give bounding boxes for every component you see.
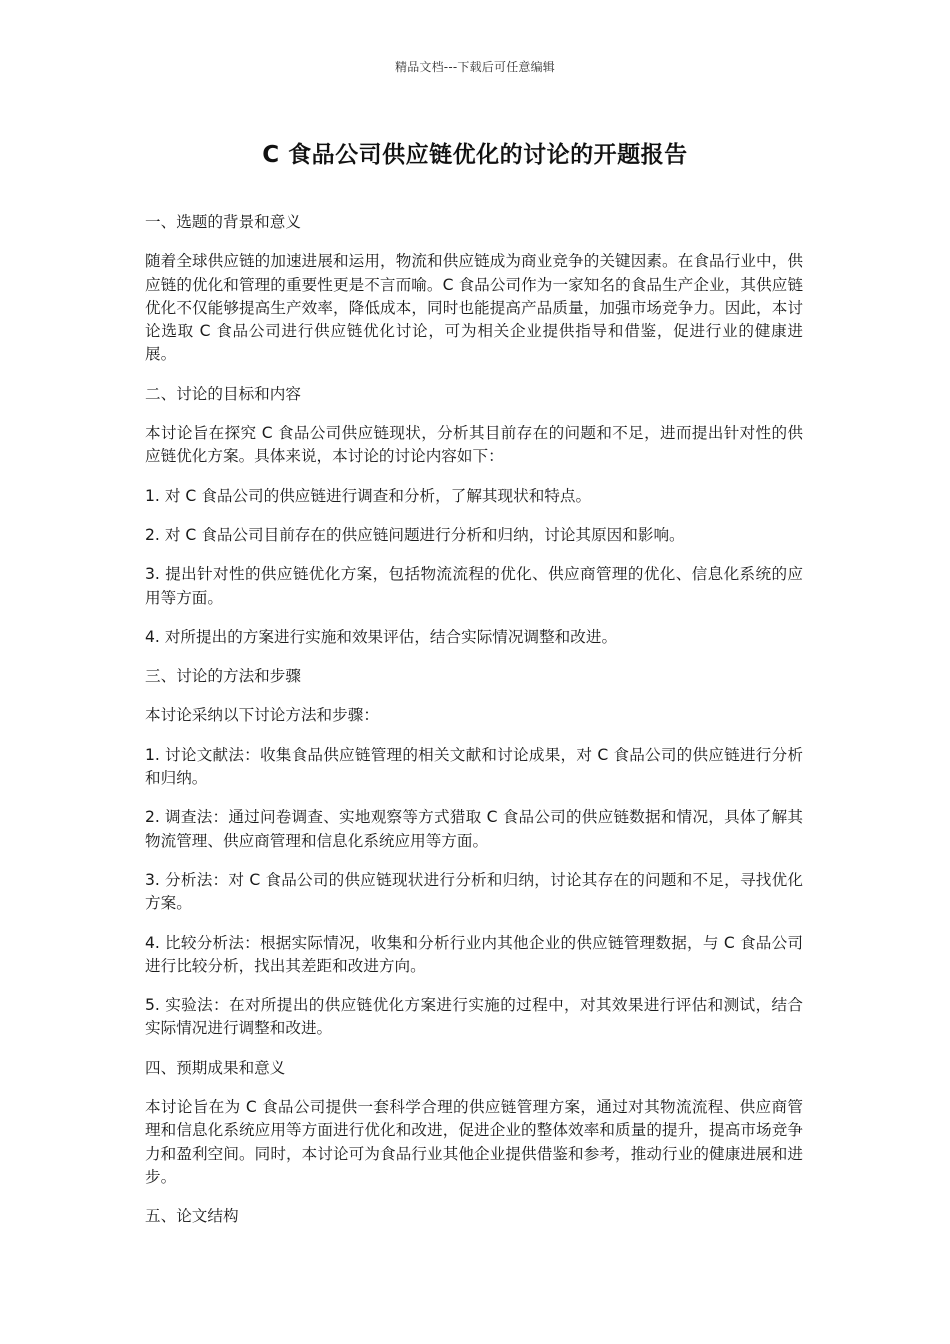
list-item-goal-3: 3. 提出针对性的供应链优化方案，包括物流流程的优化、供应商管理的优化、信息化系统的应用等方面。	[145, 565, 803, 607]
paragraph-goals-intro: 本讨论旨在探究 C 食品公司供应链现状，分析其目前存在的问题和不足，进而提出针对性的供应链优化方案。具体来说，本讨论的讨论内容如下：	[145, 424, 803, 466]
section-heading-structure: 五、论文结构	[145, 1207, 239, 1226]
header-note: 精品文档---下载后可任意编辑	[395, 60, 555, 74]
paragraph-methods-intro: 本讨论采纳以下讨论方法和步骤：	[145, 706, 379, 725]
section-heading-background: 一、选题的背景和意义	[145, 213, 301, 231]
list-item-method-2: 2. 调查法：通过问卷调查、实地观察等方式猎取 C 食品公司的供应链数据和情况，具体了解其物流管理、供应商管理和信息化系统应用等方面。	[145, 808, 803, 850]
list-item-goal-4: 4. 对所提出的方案进行实施和效果评估，结合实际情况调整和改进。	[145, 627, 618, 646]
document-body	[145, 211, 803, 1245]
section-heading-outcomes: 四、预期成果和意义	[145, 1058, 286, 1077]
paragraph-outcomes: 本讨论旨在为 C 食品公司提供一套科学合理的供应链管理方案，通过对其物流流程、供应商管理和信息化系统应用等方面进行优化和改进，促进企业的整体效率和质量的提升，提高市场竞争力和盈利空间。同时，本讨论可为食品行业其他企业提供借鉴和参考，推动行业的健康进展和进步。	[145, 1098, 803, 1186]
list-item-method-3: 3. 分析法：对 C 食品公司的供应链现状进行分析和归纳，讨论其存在的问题和不足，寻找优化方案。	[145, 870, 803, 913]
list-item-method-1: 1. 讨论文献法：收集食品供应链管理的相关文献和讨论成果，对 C 食品公司的供应链进行分析和归纳。	[145, 745, 803, 788]
list-item-method-4: 4. 比较分析法：根据实际情况，收集和分析行业内其他企业的供应链管理数据，与 C 食品公司进行比较分析，找出其差距和改进方向。	[145, 933, 803, 975]
list-item-goal-2: 2. 对 C 食品公司目前存在的供应链问题进行分析和归纳，讨论其原因和影响。	[145, 525, 685, 544]
paragraph-background: 随着全球供应链的加速进展和运用，物流和供应链成为商业竞争的关键因素。在食品行业中，供应链的优化和管理的重要性更是不言而喻。C 食品公司作为一家知名的食品生产企业，其供应链优化不仅能够提高生产效率，降低成本，同时也能提高产品质量，加强市场竞争力。因此，本讨论选取 C 食品公司进行供应链优化讨论，可为相关企业提供指导和借鉴，促进行业的健康进展。	[145, 252, 803, 364]
section-heading-goals: 二、讨论的目标和内容	[145, 384, 301, 403]
section-heading-methods: 三、讨论的方法和步骤	[145, 667, 301, 686]
list-item-goal-1: 1. 对 C 食品公司的供应链进行调查和分析，了解其现状和特点。	[145, 486, 592, 505]
document-title: C 食品公司供应链优化的讨论的开题报告	[262, 142, 688, 168]
list-item-method-5: 5. 实验法：在对所提出的供应链优化方案进行实施的过程中，对其效果进行评估和测试，结合实际情况进行调整和改进。	[145, 996, 803, 1038]
